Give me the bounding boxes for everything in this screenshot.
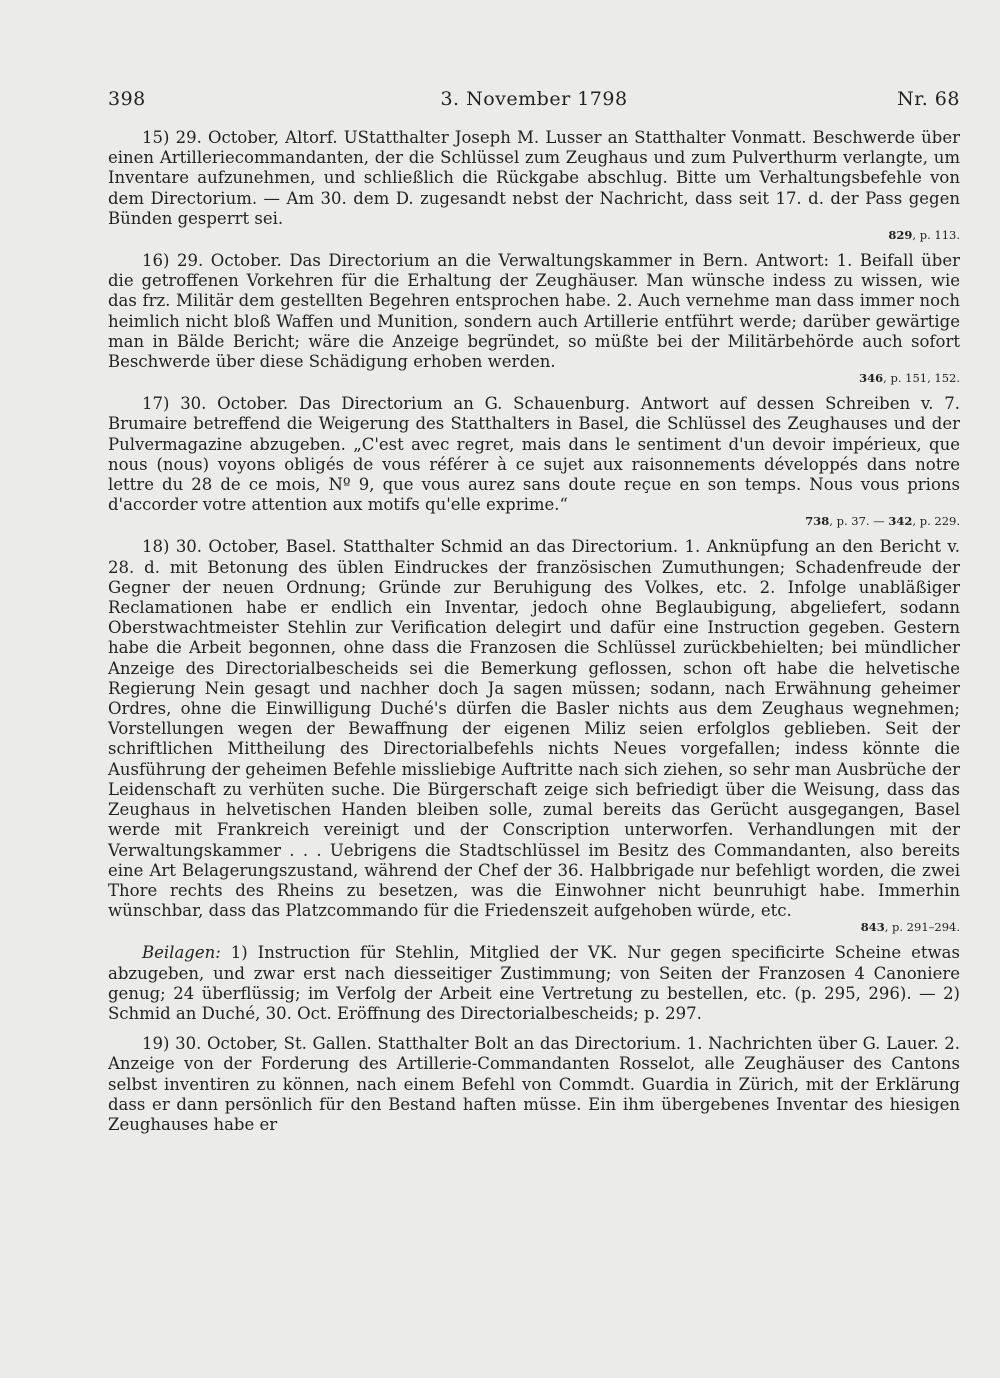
entry-text: 17) 30. October. Das Directorium an G. Schauenburg. Antwort auf dessen Schreiben v. 7. Brumaire betreffend die Weigerung des Statthalters in Basel, die Schlüssel des Zeughauses und der Pulvermagazine abzugeben. „C'est avec regret, mais dans le sentiment d'un devoir impérieux, que nous (nous) voyons obligés de vous référer à ce sujet aux raisonnements développés dans notre lettre du 28 de ce mois, Nº 9, que vous aurez sans doute reçue en son temps. Nous vous prions d'accorder votre attention aux motifs qu'elle exprime.“ <box>108 394 960 515</box>
entry-reference <box>108 513 960 529</box>
reference-number-2: 342 <box>888 514 913 529</box>
entry-15 <box>108 128 960 243</box>
entry-text: 18) 30. October, Basel. Statthalter Schmid an das Directorium. 1. Anknüpfung an den Bericht v. 28. d. mit Betonung des üblen Eindruckes der französischen Zumuthungen; Schadenfreude der Gegner der neuen Ordnung; Gründe zur Beruhigung des Volkes, etc. 2. Infolge unabläßiger Reclamationen habe er endlich ein Inventar, jedoch ohne Beglaubigung, abgeliefert, sodann Oberstwachtmeister Stehlin zur Verification delegirt und dafür eine Instruction gegeben. Gestern habe die Arbeit begonnen, ohne dass die Franzosen die Schlüssel zurückbehielten; bei mündlicher Anzeige des Directorialbescheids sei die Bemerkung geflossen, schon oft habe die helvetische Regierung Nein gesagt und nachher doch Ja sagen müssen; sodann, nach Erwähnung geheimer Ordres, ohne die Einwilligung Duché's dürfen die Basler nichts aus dem Zeughaus wegnehmen; Vorstellungen wegen der Bewaffnung der eigenen Miliz seien erfolglos geblieben. Seit der schriftlichen Mittheilung des Directorialbefehls nichts Neues vorgefallen; indess könnte die Ausführung der geheimen Befehle missliebige Auftritte nach sich ziehen, so sehr man Ausbrüche der Leidenschaft zu verhüten suche. Die Bürgerschaft zeige sich befriedigt über die Weisung, dass das Zeughaus in helvetischen Handen bleiben solle, zumal bereits das Gerücht ausgegangen, Basel werde mit Frankreich vereinigt und der Conscription unterworfen. Verhandlungen mit der Verwaltungskammer . . . Uebrigens die Stadtschlüssel im Besitz des Commandanten, also bereits eine Art Belagerungszustand, während der Chef der 36. Halbbrigade nur befehligt worden, die zwei Thore rechts des Rheins zu besetzen, was die Einwohner nicht beunruhigt habe. Immerhin wünschbar, dass das Platzcommando für die Friedenszeit aufgehoben würde, etc. <box>108 537 960 921</box>
entry-reference <box>108 227 960 243</box>
entry-reference <box>108 919 960 935</box>
reference-pages: , p. 113. <box>912 228 960 243</box>
page-number: 398 <box>108 88 146 110</box>
page-date: 3. November 1798 <box>440 88 628 110</box>
reference-pages: , p. 151, 152. <box>883 371 960 386</box>
document-number: Nr. 68 <box>897 88 960 110</box>
entry-text: 16) 29. October. Das Directorium an die Verwaltungskammer in Bern. Antwort: 1. Beifall über die getroffenen Vorkehren für die Erhaltung der Zeughäuser. Man wünsche indess zu wissen, wie das frz. Militär dem gestellten Begehren entsprochen habe. 2. Auch vernehme man dass immer noch heimlich nicht bloß Waffen und Munition, sondern auch Artillerie entführt werde; darüber gewärtige man in Bälde Bericht; wäre die Anzeige begründet, so müßte bei der Militärbehörde auch sofort Beschwerde über diese Schädigung erhoben werden. <box>108 251 960 372</box>
reference-number: 829 <box>888 228 913 243</box>
entry-18 <box>108 537 960 935</box>
reference-number: 843 <box>860 920 885 935</box>
entry-19 <box>108 1034 960 1135</box>
entry-reference <box>108 370 960 386</box>
entry-text: 19) 30. October, St. Gallen. Statthalter Bolt an das Directorium. 1. Nachrichten über G. Lauer. 2. Anzeige von der Forderung des Artillerie-Commandanten Rosselot, alle Zeughäuser des Cantons selbst inventiren zu können, nach einem Befehl von Commdt. Guardia in Zürich, mit der Erklärung dass er dann persönlich für den Bestand haften müsse. Ein ihm übergebenes Inventar des hiesigen Zeughauses habe er <box>108 1034 960 1134</box>
beilagen-body: 1) Instruction für Stehlin, Mitglied der VK. Nur gegen specificirte Scheine etwas abzugeben, und zwar erst nach diesseitiger Zustimmung; von Seiten der Franzosen 4 Canoniere genug; 24 überflüssig; im Verfolg der Arbeit eine Vertretung zu bestellen, etc. (p. 295, 296). — 2) Schmid an Duché, 30. Oct. Eröffnung des Directorialbescheids; p. 297. <box>108 943 960 1023</box>
beilagen-label: Beilagen: <box>142 943 221 963</box>
reference-pages: , p. 291–294. <box>884 920 960 935</box>
reference-pages: , p. 37. — <box>829 514 889 529</box>
page-header <box>108 88 960 112</box>
reference-number: 738 <box>805 514 830 529</box>
entry-16 <box>108 251 960 386</box>
reference-number: 346 <box>859 371 884 386</box>
beilagen-section <box>108 943 960 1024</box>
entry-text: 15) 29. October, Altorf. UStatthalter Joseph M. Lusser an Statthalter Vonmatt. Beschwerde über einen Artilleriecommandanten, der die Schlüssel zum Zeughaus und zum Pulverthurm verlangte, um Inventare aufzunehmen, und schließlich die Rückgabe abschlug. Bitte um Verhaltungsbefehle von dem Directorium. — Am 30. dem D. zugesandt nebst der Nachricht, dass seit 17. d. der Pass gegen Bünden gesperrt sei. <box>108 128 960 228</box>
page-body <box>108 128 960 1143</box>
reference-pages-2: , p. 229. <box>912 514 960 529</box>
beilagen-text <box>108 943 960 1024</box>
entry-17 <box>108 394 960 529</box>
